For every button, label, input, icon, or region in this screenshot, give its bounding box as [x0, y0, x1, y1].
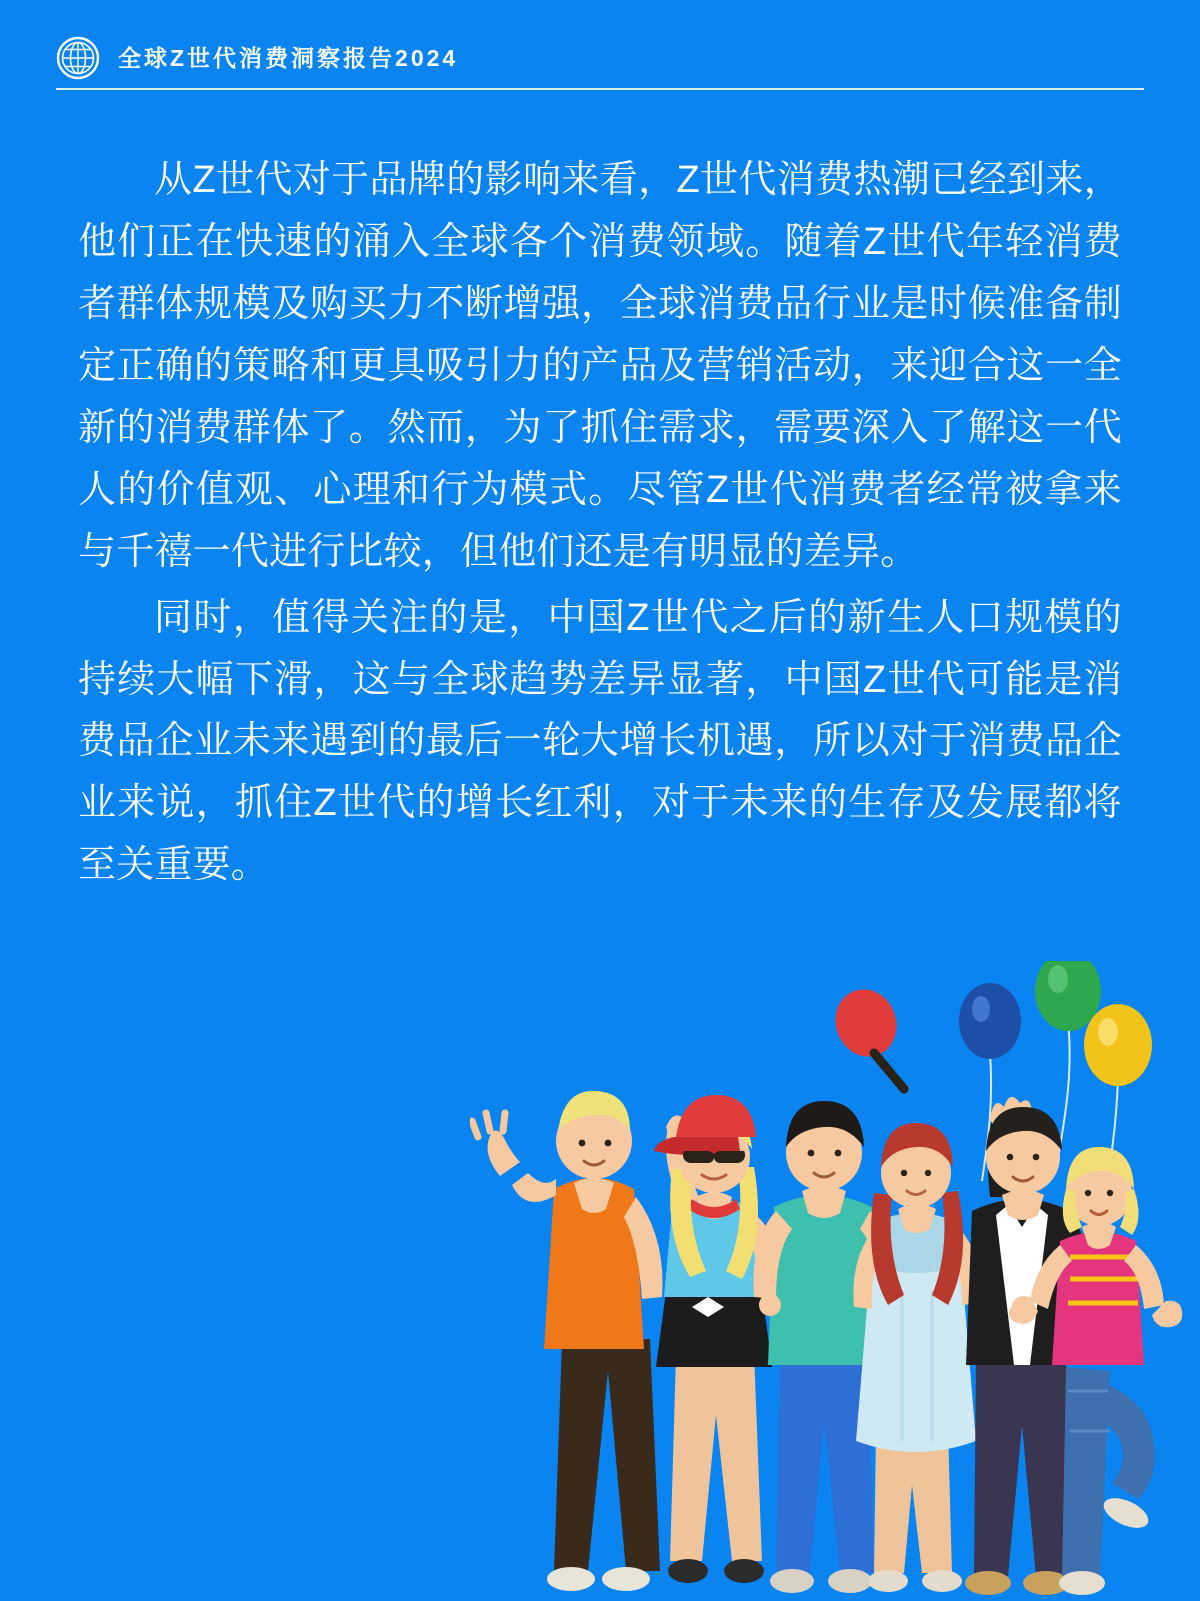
globe-icon	[56, 36, 100, 80]
header-divider	[56, 88, 1144, 90]
page-header	[56, 30, 1144, 100]
paragraph-1: 从Z世代对于品牌的影响来看，Z世代消费热潮已经到来，他们正在快速的涌入全球各个消费领域。随着Z世代年轻消费者群体规模及购买力不断增强，全球消费品行业是时候准备制定正确的策略和更具吸引力的产品及营销活动，来迎合这一全新的消费群体了。然而，为了抓住需求，需要深入了解这一代人的价值观、心理和行为模式。尽管Z世代消费者经常被拿来与千禧一代进行比较，但他们还是有明显的差异。	[78, 159, 1122, 573]
person-cap-girl	[654, 1095, 781, 1583]
paragraph-2: 同时，值得关注的是，中国Z世代之后的新生人口规模的持续大幅下滑，这与全球趋势差异显著，中国Z世代可能是消费品企业未来遇到的最后一轮大增长机遇，所以对于消费品企业来说，抓住Z世代的增长红利，对于未来的生存及发展都将至关重要。	[78, 596, 1122, 887]
person-orange-tank	[472, 1091, 662, 1591]
header-row	[56, 30, 1144, 86]
page-title: 全球Z世代消费洞察报告2024	[118, 44, 459, 71]
document-body	[78, 150, 1122, 901]
young-people-group-illustration	[470, 961, 1200, 1601]
paddle-icon	[826, 981, 906, 1089]
